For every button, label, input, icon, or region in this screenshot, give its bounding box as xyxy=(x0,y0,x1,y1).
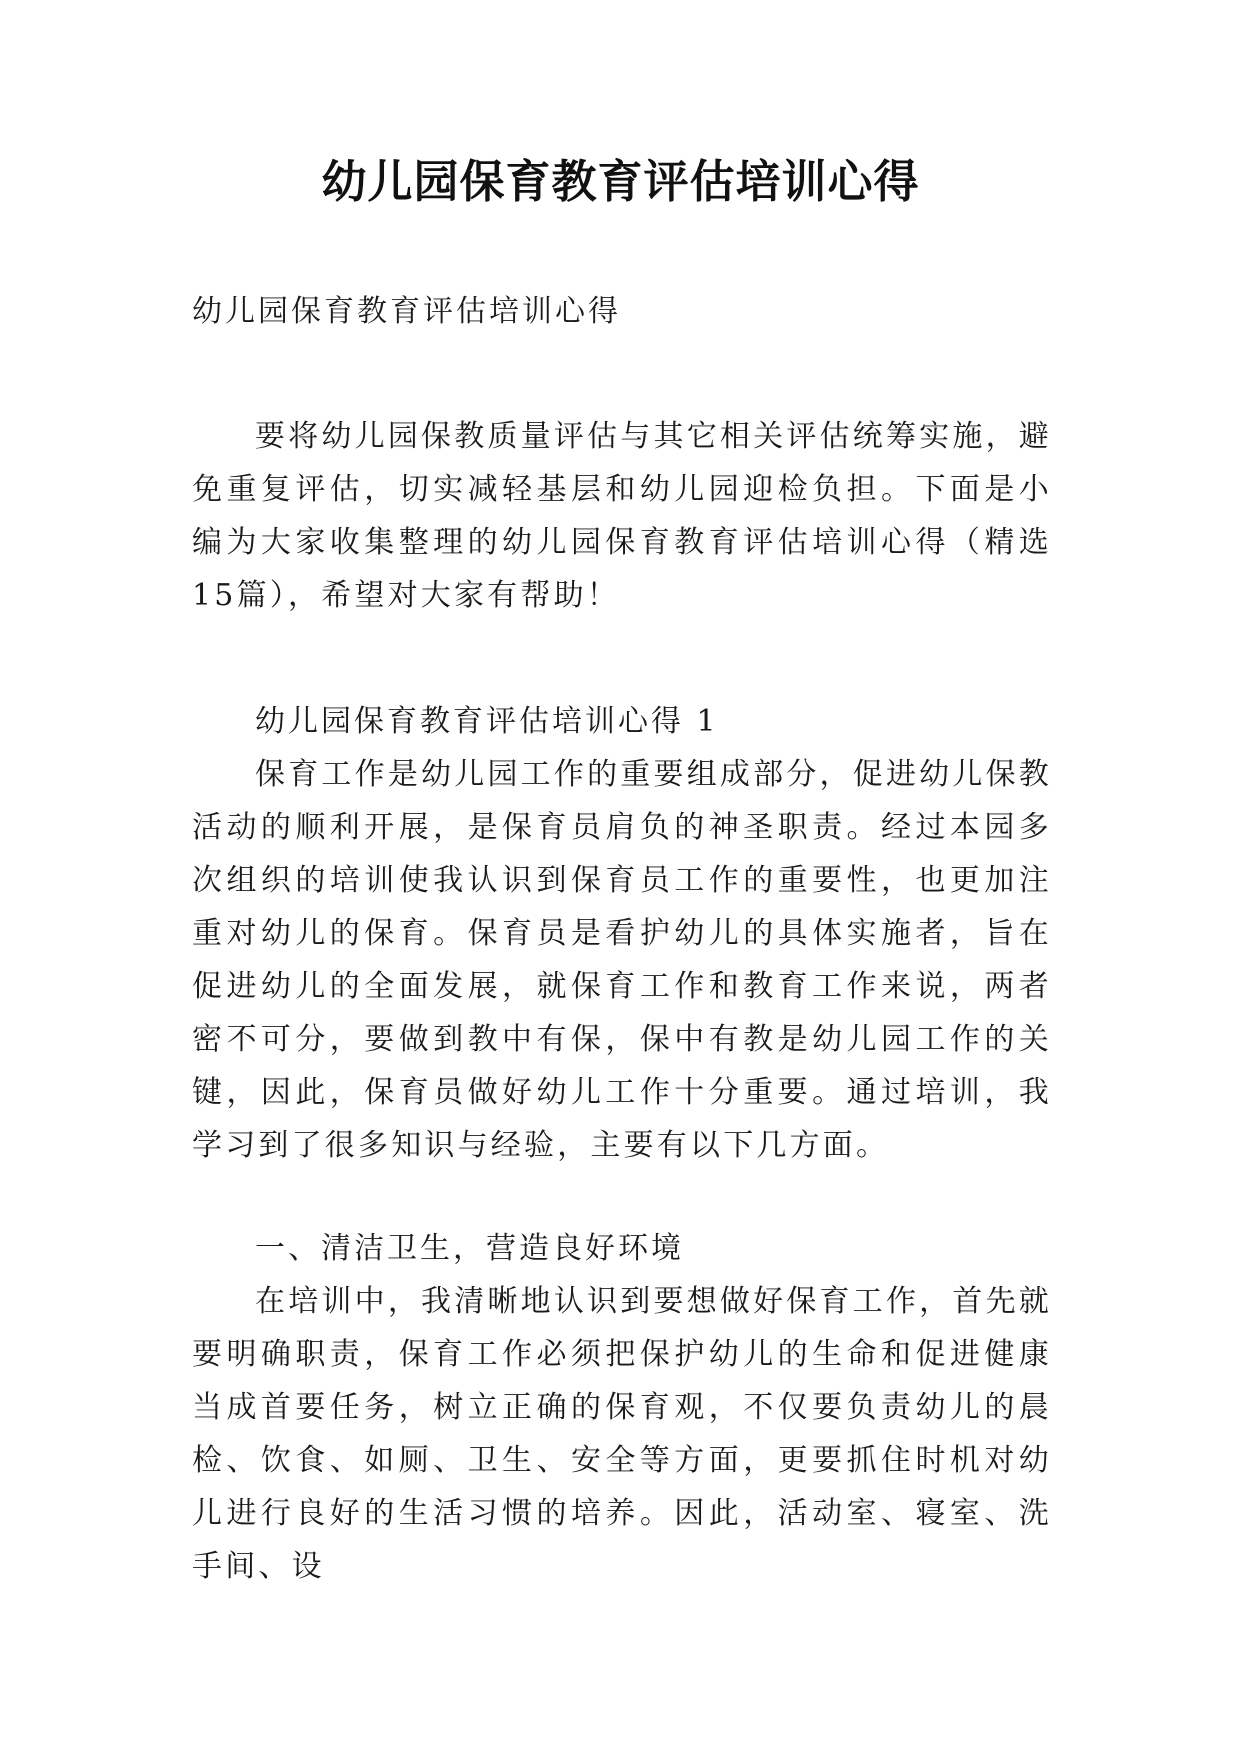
body-paragraph-1: 保育工作是幼儿园工作的重要组成部分，促进幼儿保教活动的顺利开展，是保育员肩负的神圣职责。经过本园多次组织的培训使我认识到保育员工作的重要性，也更加注重对幼儿的保育。保育员是看护幼儿的具体实施者，旨在促进幼儿的全面发展，就保育工作和教育工作来说，两者密不可分，要做到教中有保，保中有教是幼儿园工作的关键，因此，保育员做好幼儿工作十分重要。通过培训，我学习到了很多知识与经验，主要有以下几方面。 xyxy=(192,757,1052,1163)
document-title: 幼儿园保育教育评估培训心得 xyxy=(321,155,920,208)
section-heading: 幼儿园保育教育评估培训心得 1 xyxy=(255,704,719,739)
document-subtitle: 幼儿园保育教育评估培训心得 xyxy=(192,294,621,329)
intro-paragraph: 要将幼儿园保教质量评估与其它相关评估统筹实施，避免重复评估，切实减轻基层和幼儿园迎检负担。下面是小编为大家收集整理的幼儿园保育教育评估培训心得（精选15篇），希望对大家有帮助！ xyxy=(192,419,1052,613)
body-paragraph-2: 在培训中，我清晰地认识到要想做好保育工作，首先就要明确职责，保育工作必须把保护幼儿的生命和促进健康当成首要任务，树立正确的保育观，不仅要负责幼儿的晨检、饮食、如厕、卫生、安全等方面，更要抓住时机对幼儿进行良好的生活习惯的培养。因此，活动室、寝室、洗手间、设 xyxy=(192,1284,1052,1584)
subheading-1: 一、清洁卫生，营造良好环境 xyxy=(255,1231,684,1266)
